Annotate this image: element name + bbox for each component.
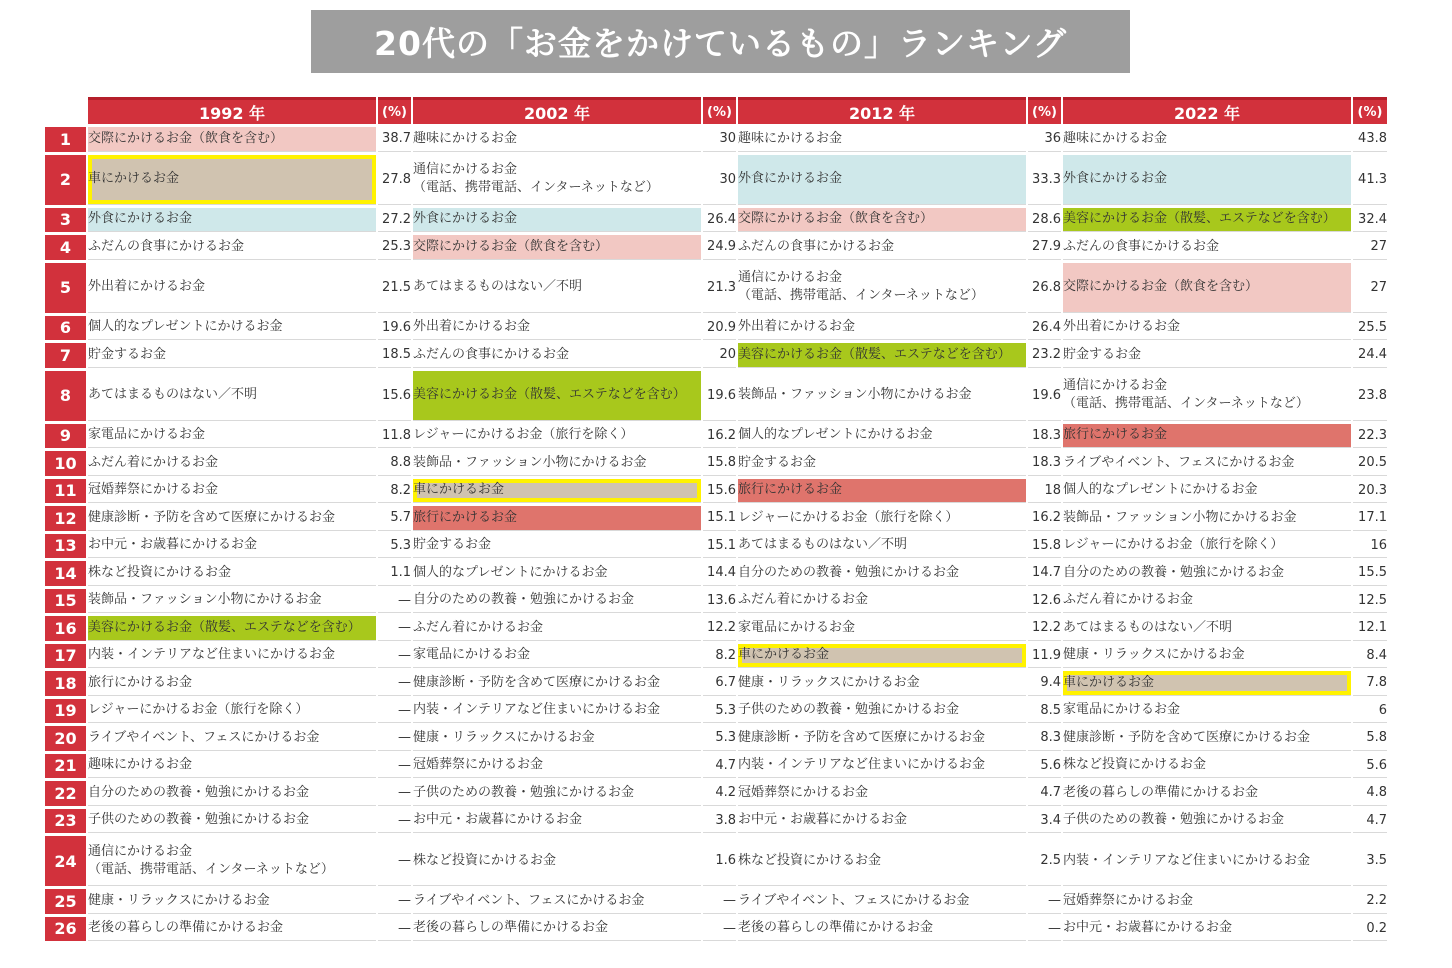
ranking-item: レジャーにかけるお金（旅行を除く） [1063, 534, 1351, 559]
ranking-percent: 22.3 [1353, 424, 1387, 449]
ranking-percent: 19.6 [1028, 371, 1061, 421]
ranking-percent: 28.6 [1028, 208, 1061, 233]
ranking-percent: 4.8 [1353, 781, 1387, 806]
ranking-item: 家電品にかけるお金 [413, 644, 701, 669]
ranking-item: あてはまるものはない／不明 [738, 534, 1026, 559]
ranking-percent: 20.3 [1353, 479, 1387, 504]
ranking-percent: — [1028, 917, 1061, 942]
ranking-item: レジャーにかけるお金（旅行を除く） [738, 506, 1026, 531]
ranking-item: ふだんの食事にかけるお金 [413, 343, 701, 368]
ranking-percent: — [378, 754, 411, 779]
ranking-percent: 26.8 [1028, 263, 1061, 313]
table-row [45, 726, 1387, 751]
ranking-item: 趣味にかけるお金 [738, 127, 1026, 152]
ranking-item: 通信にかけるお金 （電話、携帯電話、インターネットなど） [1063, 371, 1351, 421]
table-row [45, 671, 1387, 696]
ranking-item: 冠婚葬祭にかけるお金 [738, 781, 1026, 806]
ranking-item: 内装・インテリアなど住まいにかけるお金 [738, 754, 1026, 779]
rank-number: 4 [45, 235, 86, 260]
table-row [45, 479, 1387, 504]
ranking-percent: 8.4 [1353, 644, 1387, 669]
ranking-item: 株など投資にかけるお金 [88, 561, 376, 586]
ranking-item: お中元・お歳暮にかけるお金 [738, 809, 1026, 834]
ranking-item: 趣味にかけるお金 [88, 754, 376, 779]
ranking-item: 趣味にかけるお金 [413, 127, 701, 152]
ranking-percent: 13.6 [703, 589, 736, 614]
ranking-item: あてはまるものはない／不明 [413, 263, 701, 313]
ranking-item: 美容にかけるお金（散髪、エステなどを含む） [738, 343, 1026, 368]
ranking-item: あてはまるものはない／不明 [1063, 616, 1351, 641]
ranking-percent: 12.6 [1028, 589, 1061, 614]
ranking-item: 自分のための教養・勉強にかけるお金 [1063, 561, 1351, 586]
ranking-percent: 18 [1028, 479, 1061, 504]
ranking-item: 老後の暮らしの準備にかけるお金 [413, 917, 701, 942]
ranking-item: ふだん着にかけるお金 [413, 616, 701, 641]
ranking-percent: — [378, 889, 411, 914]
ranking-percent: 0.2 [1353, 917, 1387, 942]
table-row [45, 208, 1387, 233]
ranking-percent: 8.2 [703, 644, 736, 669]
page-title: 20代の「お金をかけているもの」ランキング [311, 10, 1130, 73]
rank-number: 19 [45, 699, 86, 724]
rank-number: 17 [45, 644, 86, 669]
table-row [45, 616, 1387, 641]
ranking-percent: 15.6 [703, 479, 736, 504]
ranking-item: 美容にかけるお金（散髪、エステなどを含む） [1063, 208, 1351, 233]
ranking-percent: 5.8 [1353, 726, 1387, 751]
ranking-item: 老後の暮らしの準備にかけるお金 [88, 917, 376, 942]
ranking-percent: 8.5 [1028, 699, 1061, 724]
table-row [45, 316, 1387, 341]
rank-number: 3 [45, 208, 86, 233]
rank-number: 23 [45, 809, 86, 834]
rank-number: 6 [45, 316, 86, 341]
ranking-percent: 8.3 [1028, 726, 1061, 751]
ranking-percent: 15.8 [1028, 534, 1061, 559]
ranking-item: 装飾品・ファッション小物にかけるお金 [413, 451, 701, 476]
ranking-percent: 5.3 [703, 699, 736, 724]
header-pct: (%) [703, 97, 736, 124]
ranking-percent: 20.9 [703, 316, 736, 341]
table-row [45, 235, 1387, 260]
ranking-item: 外出着にかけるお金 [413, 316, 701, 341]
ranking-item: 外食にかけるお金 [1063, 155, 1351, 205]
header-year-2022: 2022 年 [1063, 97, 1351, 124]
ranking-percent: 5.3 [378, 534, 411, 559]
ranking-item: 装飾品・ファッション小物にかけるお金 [1063, 506, 1351, 531]
ranking-percent: 43.8 [1353, 127, 1387, 152]
header-corner [45, 97, 86, 124]
ranking-item: 旅行にかけるお金 [88, 671, 376, 696]
ranking-percent: 5.3 [703, 726, 736, 751]
ranking-percent: 18.3 [1028, 451, 1061, 476]
ranking-percent: 4.7 [1353, 809, 1387, 834]
rank-number: 22 [45, 781, 86, 806]
ranking-item: 個人的なプレゼントにかけるお金 [738, 424, 1026, 449]
ranking-percent: 41.3 [1353, 155, 1387, 205]
ranking-percent: 3.8 [703, 809, 736, 834]
ranking-percent: 26.4 [703, 208, 736, 233]
table-row [45, 263, 1387, 313]
ranking-item: 子供のための教養・勉強にかけるお金 [413, 781, 701, 806]
ranking-percent: — [378, 809, 411, 834]
ranking-percent: 12.2 [703, 616, 736, 641]
ranking-percent: 21.5 [378, 263, 411, 313]
ranking-percent: 17.1 [1353, 506, 1387, 531]
ranking-percent: 2.5 [1028, 836, 1061, 886]
ranking-percent: — [378, 781, 411, 806]
ranking-item: 貯金するお金 [738, 451, 1026, 476]
ranking-percent: — [378, 726, 411, 751]
ranking-percent: 25.5 [1353, 316, 1387, 341]
ranking-percent: 27 [1353, 235, 1387, 260]
ranking-percent: 23.2 [1028, 343, 1061, 368]
rank-number: 21 [45, 754, 86, 779]
rank-number: 2 [45, 155, 86, 205]
ranking-item: ふだん着にかけるお金 [1063, 589, 1351, 614]
ranking-item: 株など投資にかけるお金 [413, 836, 701, 886]
ranking-item: 通信にかけるお金 （電話、携帯電話、インターネットなど） [413, 155, 701, 205]
header-row [45, 97, 1387, 124]
ranking-percent: 5.7 [378, 506, 411, 531]
ranking-item: 自分のための教養・勉強にかけるお金 [738, 561, 1026, 586]
rank-number: 7 [45, 343, 86, 368]
ranking-percent: 26.4 [1028, 316, 1061, 341]
ranking-item: 外出着にかけるお金 [738, 316, 1026, 341]
ranking-item: 貯金するお金 [413, 534, 701, 559]
table-row [45, 424, 1387, 449]
header-pct: (%) [378, 97, 411, 124]
ranking-item: 旅行にかけるお金 [1063, 424, 1351, 449]
ranking-percent: 27.9 [1028, 235, 1061, 260]
ranking-percent: — [378, 644, 411, 669]
ranking-item: 自分のための教養・勉強にかけるお金 [413, 589, 701, 614]
ranking-item: 旅行にかけるお金 [413, 506, 701, 531]
table-row [45, 699, 1387, 724]
ranking-percent: — [378, 616, 411, 641]
ranking-percent: 38.7 [378, 127, 411, 152]
ranking-item: 旅行にかけるお金 [738, 479, 1026, 504]
ranking-item: ライブやイベント、フェスにかけるお金 [1063, 451, 1351, 476]
ranking-item: 家電品にかけるお金 [1063, 699, 1351, 724]
ranking-item: 外出着にかけるお金 [1063, 316, 1351, 341]
ranking-item: 子供のための教養・勉強にかけるお金 [738, 699, 1026, 724]
ranking-percent: — [378, 836, 411, 886]
table-row [45, 917, 1387, 942]
ranking-item: ふだん着にかけるお金 [738, 589, 1026, 614]
ranking-percent: 21.3 [703, 263, 736, 313]
ranking-item: 通信にかけるお金 （電話、携帯電話、インターネットなど） [88, 836, 376, 886]
ranking-percent: 18.3 [1028, 424, 1061, 449]
ranking-percent: 12.5 [1353, 589, 1387, 614]
table-row [45, 371, 1387, 421]
ranking-item: 外食にかけるお金 [738, 155, 1026, 205]
ranking-percent: 20.5 [1353, 451, 1387, 476]
ranking-percent: — [703, 917, 736, 942]
table-row [45, 506, 1387, 531]
ranking-percent: 20 [703, 343, 736, 368]
table-row [45, 836, 1387, 886]
ranking-item: ライブやイベント、フェスにかけるお金 [413, 889, 701, 914]
table-row [45, 889, 1387, 914]
ranking-percent: 4.2 [703, 781, 736, 806]
ranking-percent: 18.5 [378, 343, 411, 368]
ranking-item: 交際にかけるお金（飲食を含む） [88, 127, 376, 152]
ranking-item: ふだんの食事にかけるお金 [88, 235, 376, 260]
ranking-item: 車にかけるお金 [738, 644, 1026, 669]
ranking-item: 冠婚葬祭にかけるお金 [1063, 889, 1351, 914]
rank-number: 14 [45, 561, 86, 586]
ranking-percent: 19.6 [703, 371, 736, 421]
rank-number: 24 [45, 836, 86, 886]
ranking-item: お中元・お歳暮にかけるお金 [88, 534, 376, 559]
ranking-percent: 16 [1353, 534, 1387, 559]
table-row [45, 754, 1387, 779]
ranking-percent: 27.2 [378, 208, 411, 233]
ranking-item: 健康・リラックスにかけるお金 [88, 889, 376, 914]
ranking-item: ふだん着にかけるお金 [88, 451, 376, 476]
ranking-item: ライブやイベント、フェスにかけるお金 [88, 726, 376, 751]
header-pct: (%) [1353, 97, 1387, 124]
ranking-percent: 16.2 [703, 424, 736, 449]
table-row [45, 155, 1387, 205]
ranking-item: 外出着にかけるお金 [88, 263, 376, 313]
ranking-percent: 9.4 [1028, 671, 1061, 696]
ranking-item: 株など投資にかけるお金 [738, 836, 1026, 886]
ranking-item: 個人的なプレゼントにかけるお金 [413, 561, 701, 586]
ranking-item: ふだんの食事にかけるお金 [1063, 235, 1351, 260]
table-row [45, 644, 1387, 669]
ranking-item: 外食にかけるお金 [88, 208, 376, 233]
ranking-percent: 8.8 [378, 451, 411, 476]
rank-number: 25 [45, 889, 86, 914]
ranking-percent: 14.4 [703, 561, 736, 586]
ranking-percent: 7.8 [1353, 671, 1387, 696]
rank-number: 26 [45, 917, 86, 942]
rank-number: 20 [45, 726, 86, 751]
ranking-percent: 15.1 [703, 534, 736, 559]
ranking-percent: 1.1 [378, 561, 411, 586]
ranking-percent: 11.9 [1028, 644, 1061, 669]
ranking-percent: 5.6 [1353, 754, 1387, 779]
ranking-item: 車にかけるお金 [1063, 671, 1351, 696]
ranking-percent: 6.7 [703, 671, 736, 696]
ranking-item: 貯金するお金 [88, 343, 376, 368]
ranking-percent: 15.6 [378, 371, 411, 421]
ranking-item: 内装・インテリアなど住まいにかけるお金 [88, 644, 376, 669]
ranking-item: ライブやイベント、フェスにかけるお金 [738, 889, 1026, 914]
table-row [45, 343, 1387, 368]
ranking-item: お中元・お歳暮にかけるお金 [1063, 917, 1351, 942]
ranking-item: お中元・お歳暮にかけるお金 [413, 809, 701, 834]
ranking-item: 個人的なプレゼントにかけるお金 [1063, 479, 1351, 504]
ranking-item: 健康診断・予防を含めて医療にかけるお金 [738, 726, 1026, 751]
ranking-item: 健康診断・予防を含めて医療にかけるお金 [413, 671, 701, 696]
header-pct: (%) [1028, 97, 1061, 124]
ranking-table [43, 94, 1389, 944]
table-row [45, 561, 1387, 586]
ranking-percent: 8.2 [378, 479, 411, 504]
ranking-item: 子供のための教養・勉強にかけるお金 [88, 809, 376, 834]
ranking-item: 車にかけるお金 [88, 155, 376, 205]
ranking-item: 冠婚葬祭にかけるお金 [413, 754, 701, 779]
ranking-item: 内装・インテリアなど住まいにかけるお金 [1063, 836, 1351, 886]
ranking-percent: 19.6 [378, 316, 411, 341]
ranking-item: 通信にかけるお金 （電話、携帯電話、インターネットなど） [738, 263, 1026, 313]
ranking-percent: — [378, 671, 411, 696]
ranking-item: 健康・リラックスにかけるお金 [738, 671, 1026, 696]
ranking-item: ふだんの食事にかけるお金 [738, 235, 1026, 260]
ranking-percent: 23.8 [1353, 371, 1387, 421]
ranking-percent: 12.2 [1028, 616, 1061, 641]
ranking-item: 趣味にかけるお金 [1063, 127, 1351, 152]
ranking-percent: 11.8 [378, 424, 411, 449]
ranking-percent: 36 [1028, 127, 1061, 152]
ranking-item: 個人的なプレゼントにかけるお金 [88, 316, 376, 341]
ranking-percent: 1.6 [703, 836, 736, 886]
ranking-percent: 14.7 [1028, 561, 1061, 586]
ranking-item: 健康・リラックスにかけるお金 [413, 726, 701, 751]
ranking-item: 株など投資にかけるお金 [1063, 754, 1351, 779]
ranking-item: 老後の暮らしの準備にかけるお金 [1063, 781, 1351, 806]
ranking-percent: — [703, 889, 736, 914]
ranking-percent: — [378, 589, 411, 614]
ranking-percent: — [378, 917, 411, 942]
ranking-item: 自分のための教養・勉強にかけるお金 [88, 781, 376, 806]
header-year-1992: 1992 年 [88, 97, 376, 124]
ranking-percent: 15.8 [703, 451, 736, 476]
ranking-percent: 24.9 [703, 235, 736, 260]
table-row [45, 589, 1387, 614]
rank-number: 9 [45, 424, 86, 449]
ranking-item: 交際にかけるお金（飲食を含む） [738, 208, 1026, 233]
ranking-percent: 33.3 [1028, 155, 1061, 205]
ranking-percent: 4.7 [1028, 781, 1061, 806]
header-year-2012: 2012 年 [738, 97, 1026, 124]
ranking-percent: 24.4 [1353, 343, 1387, 368]
rank-number: 1 [45, 127, 86, 152]
ranking-percent: 16.2 [1028, 506, 1061, 531]
ranking-item: レジャーにかけるお金（旅行を除く） [88, 699, 376, 724]
ranking-item: 美容にかけるお金（散髪、エステなどを含む） [88, 616, 376, 641]
ranking-item: 健康診断・予防を含めて医療にかけるお金 [88, 506, 376, 531]
ranking-item: 交際にかけるお金（飲食を含む） [413, 235, 701, 260]
ranking-item: 冠婚葬祭にかけるお金 [88, 479, 376, 504]
ranking-percent: 6 [1353, 699, 1387, 724]
ranking-percent: 27 [1353, 263, 1387, 313]
ranking-item: 家電品にかけるお金 [88, 424, 376, 449]
ranking-percent: — [378, 699, 411, 724]
ranking-item: あてはまるものはない／不明 [88, 371, 376, 421]
table-row [45, 127, 1387, 152]
ranking-percent: 30 [703, 155, 736, 205]
table-row [45, 809, 1387, 834]
ranking-percent: 32.4 [1353, 208, 1387, 233]
table-row [45, 451, 1387, 476]
table-row [45, 781, 1387, 806]
ranking-percent: 27.8 [378, 155, 411, 205]
rank-number: 5 [45, 263, 86, 313]
header-year-2002: 2002 年 [413, 97, 701, 124]
ranking-item: 家電品にかけるお金 [738, 616, 1026, 641]
ranking-item: 装飾品・ファッション小物にかけるお金 [738, 371, 1026, 421]
ranking-item: 車にかけるお金 [413, 479, 701, 504]
ranking-percent: 3.5 [1353, 836, 1387, 886]
ranking-percent: 12.1 [1353, 616, 1387, 641]
ranking-item: 老後の暮らしの準備にかけるお金 [738, 917, 1026, 942]
ranking-item: 装飾品・ファッション小物にかけるお金 [88, 589, 376, 614]
ranking-percent: 4.7 [703, 754, 736, 779]
rank-number: 11 [45, 479, 86, 504]
ranking-percent: — [1028, 889, 1061, 914]
ranking-percent: 2.2 [1353, 889, 1387, 914]
ranking-item: 美容にかけるお金（散髪、エステなどを含む） [413, 371, 701, 421]
ranking-item: 外食にかけるお金 [413, 208, 701, 233]
ranking-percent: 15.5 [1353, 561, 1387, 586]
ranking-item: 交際にかけるお金（飲食を含む） [1063, 263, 1351, 313]
ranking-percent: 25.3 [378, 235, 411, 260]
rank-number: 12 [45, 506, 86, 531]
rank-number: 13 [45, 534, 86, 559]
ranking-item: レジャーにかけるお金（旅行を除く） [413, 424, 701, 449]
ranking-percent: 15.1 [703, 506, 736, 531]
ranking-percent: 3.4 [1028, 809, 1061, 834]
ranking-item: 健康・リラックスにかけるお金 [1063, 644, 1351, 669]
ranking-percent: 5.6 [1028, 754, 1061, 779]
table-row [45, 534, 1387, 559]
ranking-percent: 30 [703, 127, 736, 152]
rank-number: 8 [45, 371, 86, 421]
rank-number: 15 [45, 589, 86, 614]
ranking-item: 健康診断・予防を含めて医療にかけるお金 [1063, 726, 1351, 751]
ranking-item: 貯金するお金 [1063, 343, 1351, 368]
ranking-item: 子供のための教養・勉強にかけるお金 [1063, 809, 1351, 834]
rank-number: 18 [45, 671, 86, 696]
rank-number: 10 [45, 451, 86, 476]
ranking-item: 内装・インテリアなど住まいにかけるお金 [413, 699, 701, 724]
rank-number: 16 [45, 616, 86, 641]
